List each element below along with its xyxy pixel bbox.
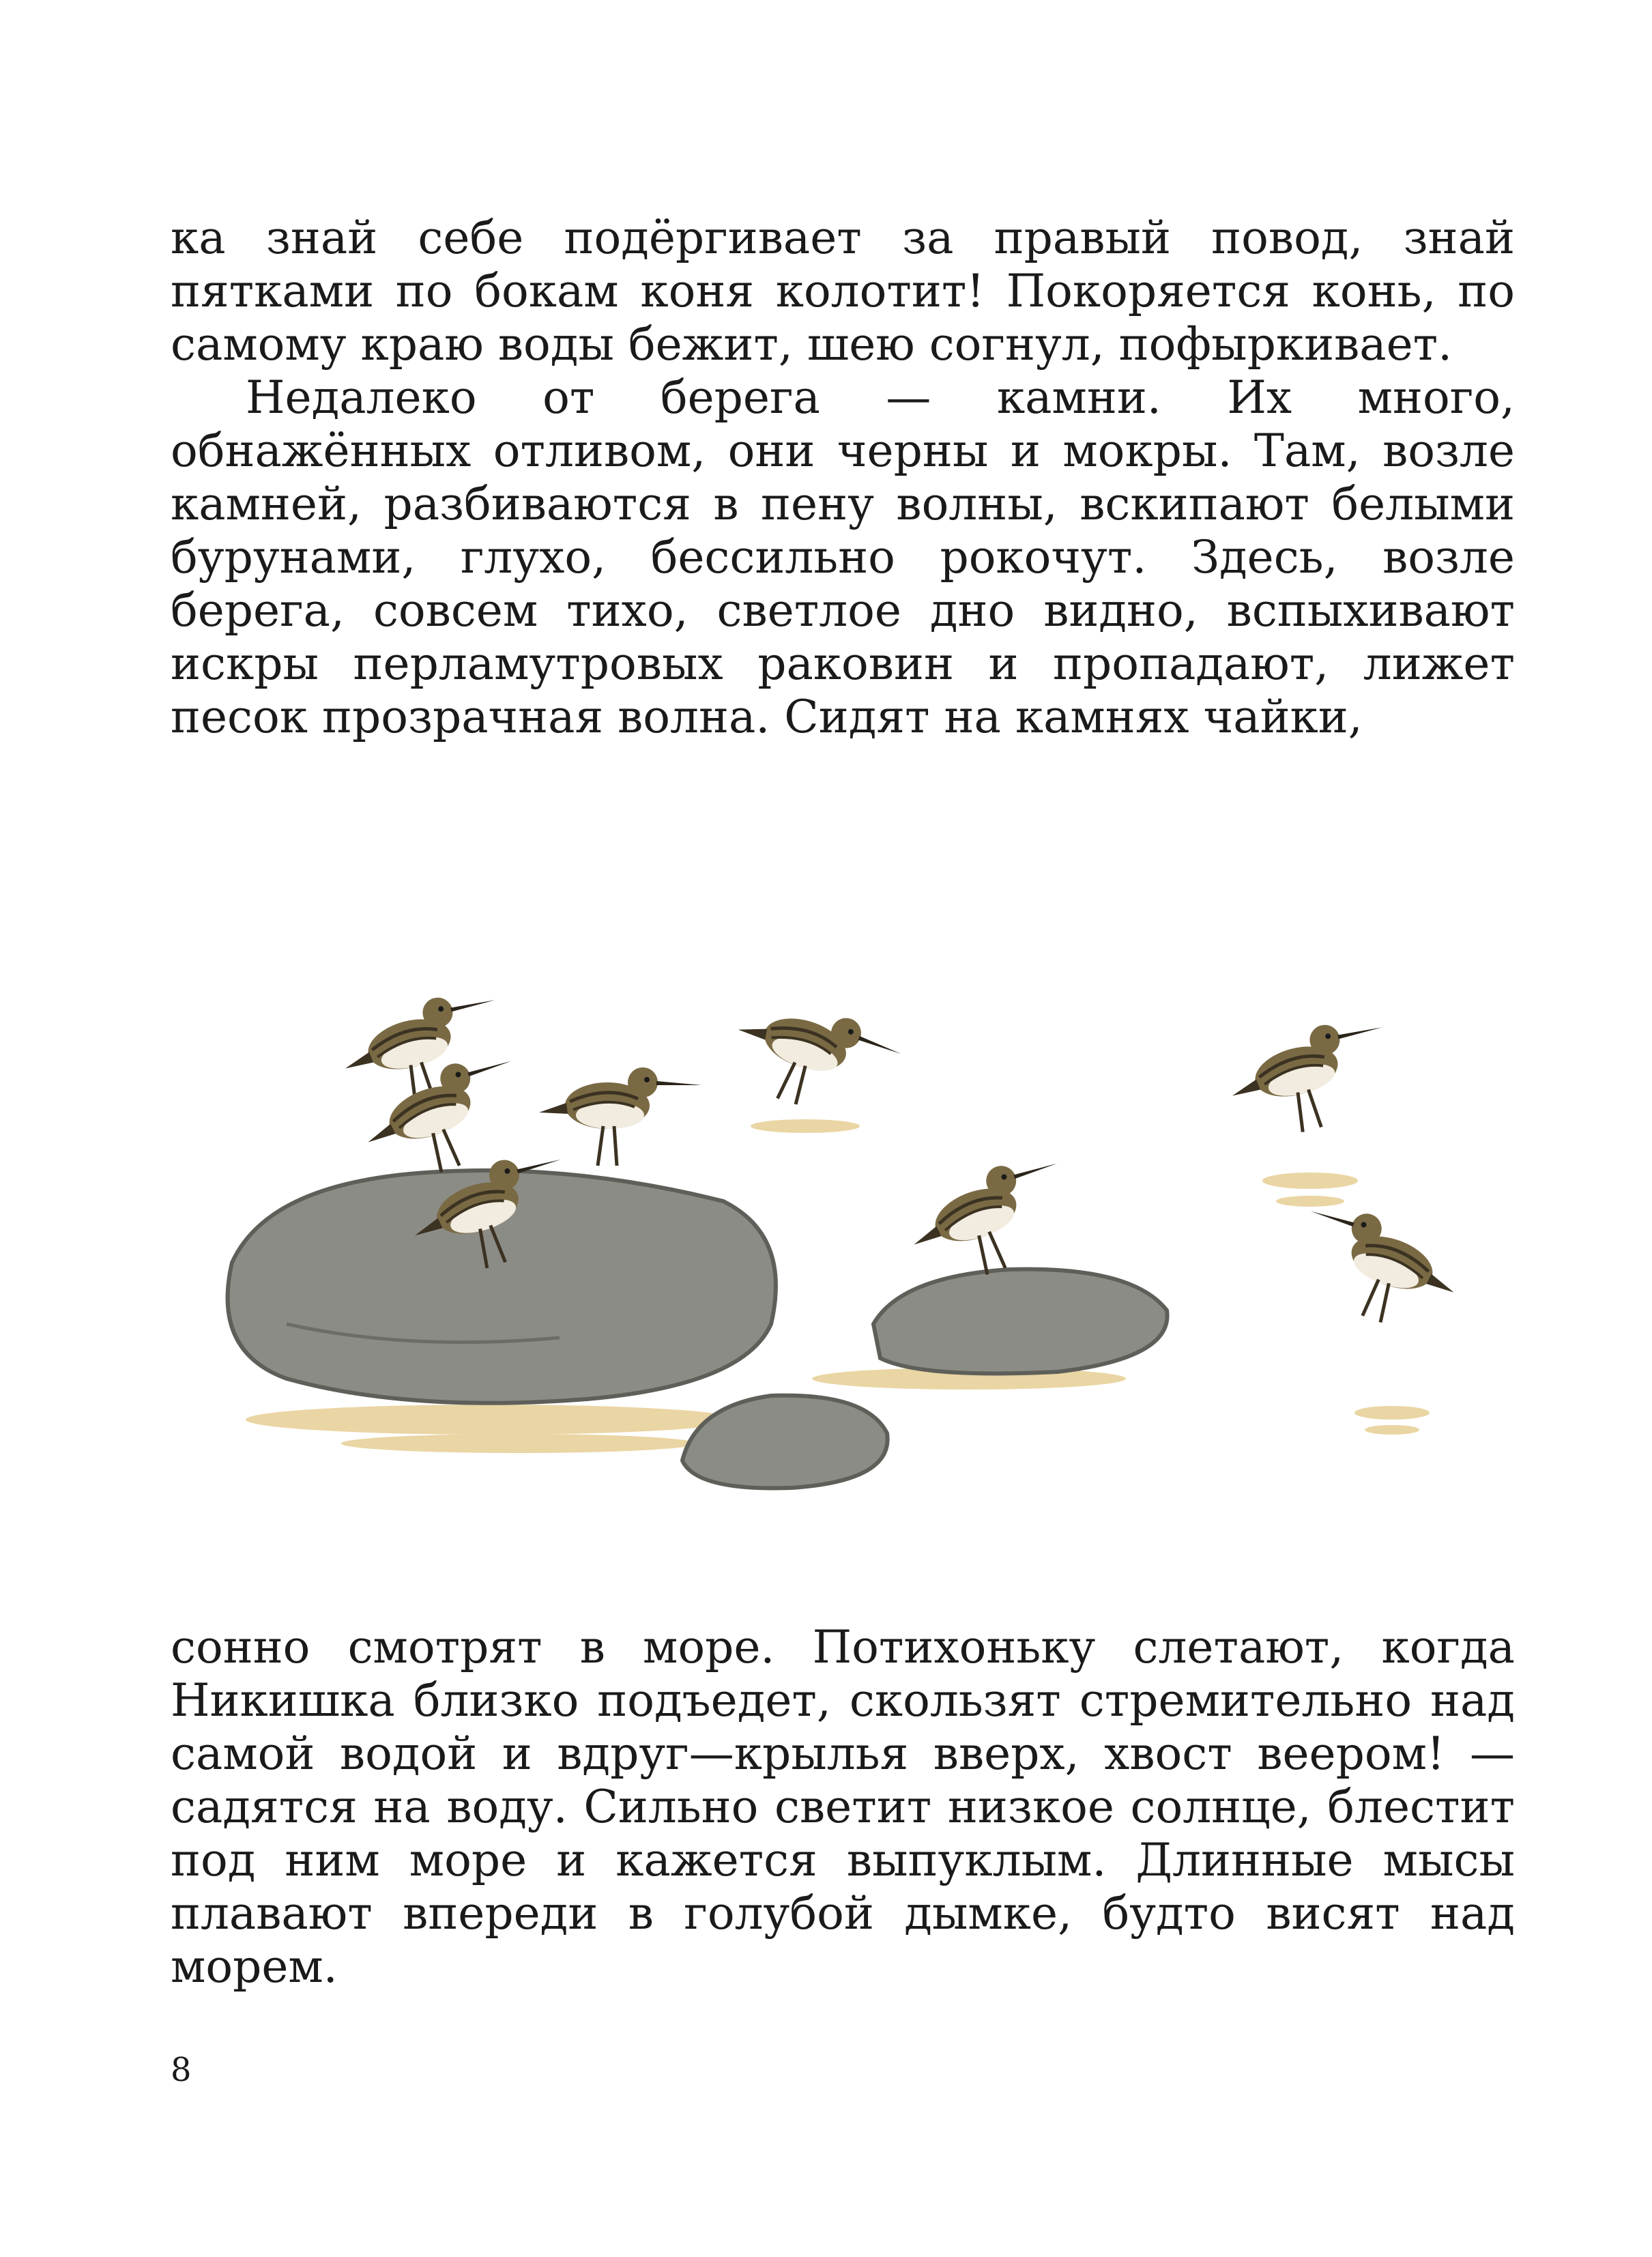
paragraph: сонно смотрят в море. Потихоньку слетают, когда Никишка близко подъедет, скользят стремительно над самой водой и вдруг—крылья вверх, хвост веером! — садятся на воду. Сильно светит низкое солнце, блестит под ним море и кажется выпуклым. Длинные мысы плавают впереди в голубой дымке, будто висят над морем.: [171, 1621, 1515, 1993]
text-block-bottom: [171, 1621, 1515, 1994]
paragraph: Недалеко от берега — камни. Их много, обнажённых отливом, они черны и мокры. Там, возле камней, разбиваются в пену волны, вскипают белыми бурунами, глухо, бессильно рокочут. Здесь, возле берега, совсем тихо, светлое дно видно, вспыхивают искры перламутровых раковин и пропадают, лижет песок прозрачная волна. Сидят на камнях чайки,: [171, 371, 1515, 743]
sandpipers-illustration: [205, 942, 1501, 1522]
sandpiper-bird: [1221, 1010, 1403, 1147]
sandpiper-bird: [722, 987, 907, 1130]
sandpiper-bird: [1283, 1194, 1469, 1342]
text-block-top: [171, 212, 1515, 744]
page-number: 8: [171, 2051, 192, 2089]
paragraph: ка знай себе подёргивает за правый повод, знай пятками по бокам коня колотит! Покоряется конь, по самому краю воды бежит, шею согнул, пофыркивает.: [171, 212, 1515, 371]
sandpiper-bird: [539, 1067, 701, 1166]
